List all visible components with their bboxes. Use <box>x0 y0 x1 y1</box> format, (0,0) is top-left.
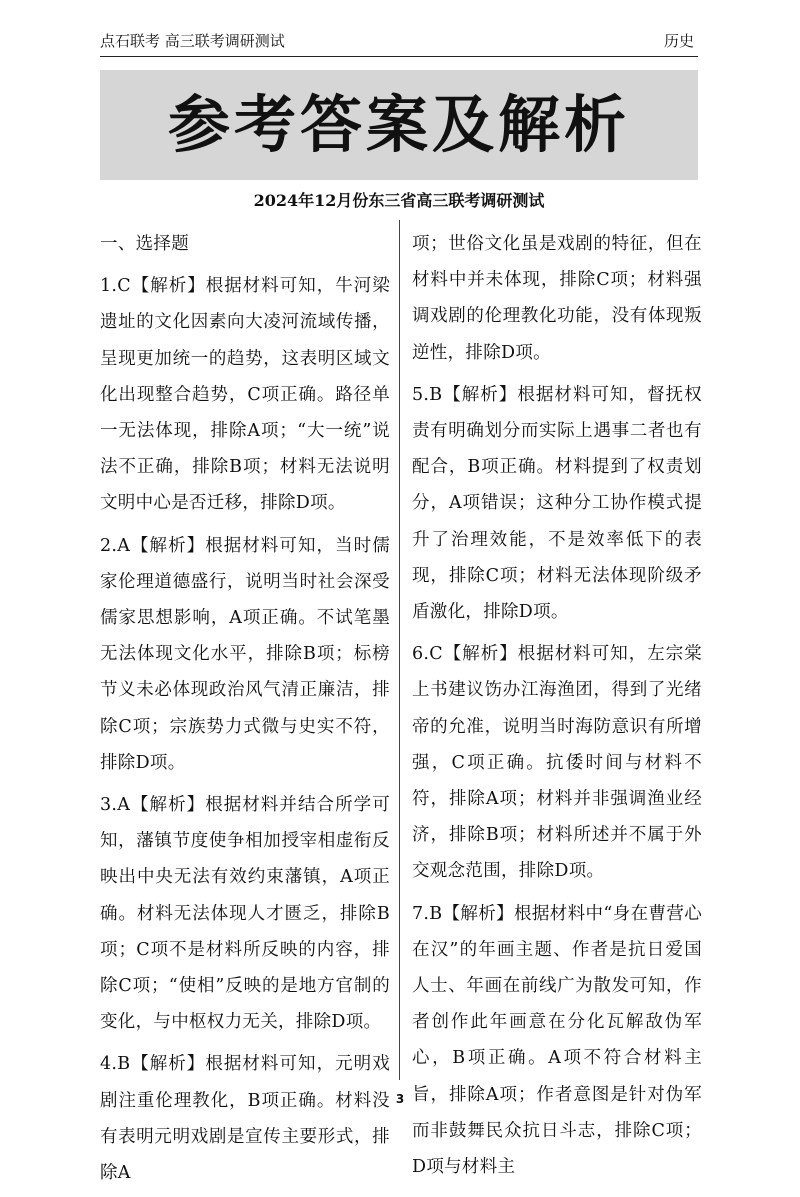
page-header <box>100 28 698 57</box>
header-subject: 历史 <box>663 32 694 50</box>
page-title: 参考答案及解析 <box>167 88 630 161</box>
page-number: 3 <box>395 1092 405 1106</box>
answer-5: 5.B【解析】根据材料可知，督抚权责有明确划分而实际上遇事二者也有配合，B项正确。材料提到了权责划分，A项错误；这种分工协作模式提升了治理效能，不是效率低下的表现，排除C项；材料无法体现阶级矛盾激化，排除D项。 <box>412 384 702 623</box>
answer-2: 2.A【解析】根据材料可知，当时儒家伦理道德盛行，说明当时社会深受儒家思想影响，A项正确。不试笔墨无法体现文化水平，排除B项；标榜节义未必体现政治风气清正廉洁，排除C项；宗族势力式微与史实不符，排除D项。 <box>100 535 390 773</box>
answer-4: 4.B【解析】根据材料可知，元明戏剧注重伦理教化，B项正确。材料没有表明元明戏剧是宣传主要形式，排除A <box>100 1054 390 1184</box>
right-column <box>412 226 702 1191</box>
answer-1: 1.C【解析】根据材料可知，牛河梁遗址的文化因素向大凌河流域传播，呈现更加统一的趋势，这表明区域文化出现整合趋势，C项正确。路径单一无法体现，排除A项；“大一统”说法不正确，排除B项；材料无法说明文明中心是否迁移，排除D项。 <box>100 276 390 514</box>
section-heading: 一、选择题 <box>100 234 189 254</box>
answer-4-continuation: 项；世俗文化虽是戏剧的特征，但在材料中并未体现，排除C项；材料强调戏剧的伦理教化功能，没有体现叛逆性，排除D项。 <box>412 234 702 363</box>
title-banner <box>100 70 698 180</box>
column-divider <box>399 220 400 1080</box>
left-column <box>100 226 390 1197</box>
exam-subtitle: 2024年12月份东三省高三联考调研测试 <box>253 191 545 210</box>
answer-7: 7.B【解析】根据材料中“身在曹营心在汉”的年画主题、作者是抗日爱国人士、年画在前线广为散发可知，作者创作此年画意在分化瓦解敌伪军心，B项正确。A项不符合材料主旨，排除A项；作者意图是针对伪军而非鼓舞民众抗日斗志，排除C项；D项与材料主 <box>412 903 702 1178</box>
header-exam-name: 点石联考 高三联考调研测试 <box>100 32 285 50</box>
answer-6: 6.C【解析】根据材料可知，左宗棠上书建议饬办江海渔团，得到了光绪帝的允准，说明当时海防意识有所增强，C项正确。抗倭时间与材料不符，排除A项；材料并非强调渔业经济，排除B项；材料所述并不属于外交观念范围，排除D项。 <box>412 644 702 882</box>
answer-3: 3.A【解析】根据材料并结合所学可知，藩镇节度使争相加授宰相虚衔反映出中央无法有效约束藩镇，A项正确。材料无法体现人才匮乏，排除B项；C项不是材料所反映的内容，排除C项；“使相”反映的是地方官制的变化，与中枢权力无关，排除D项。 <box>100 795 390 1033</box>
